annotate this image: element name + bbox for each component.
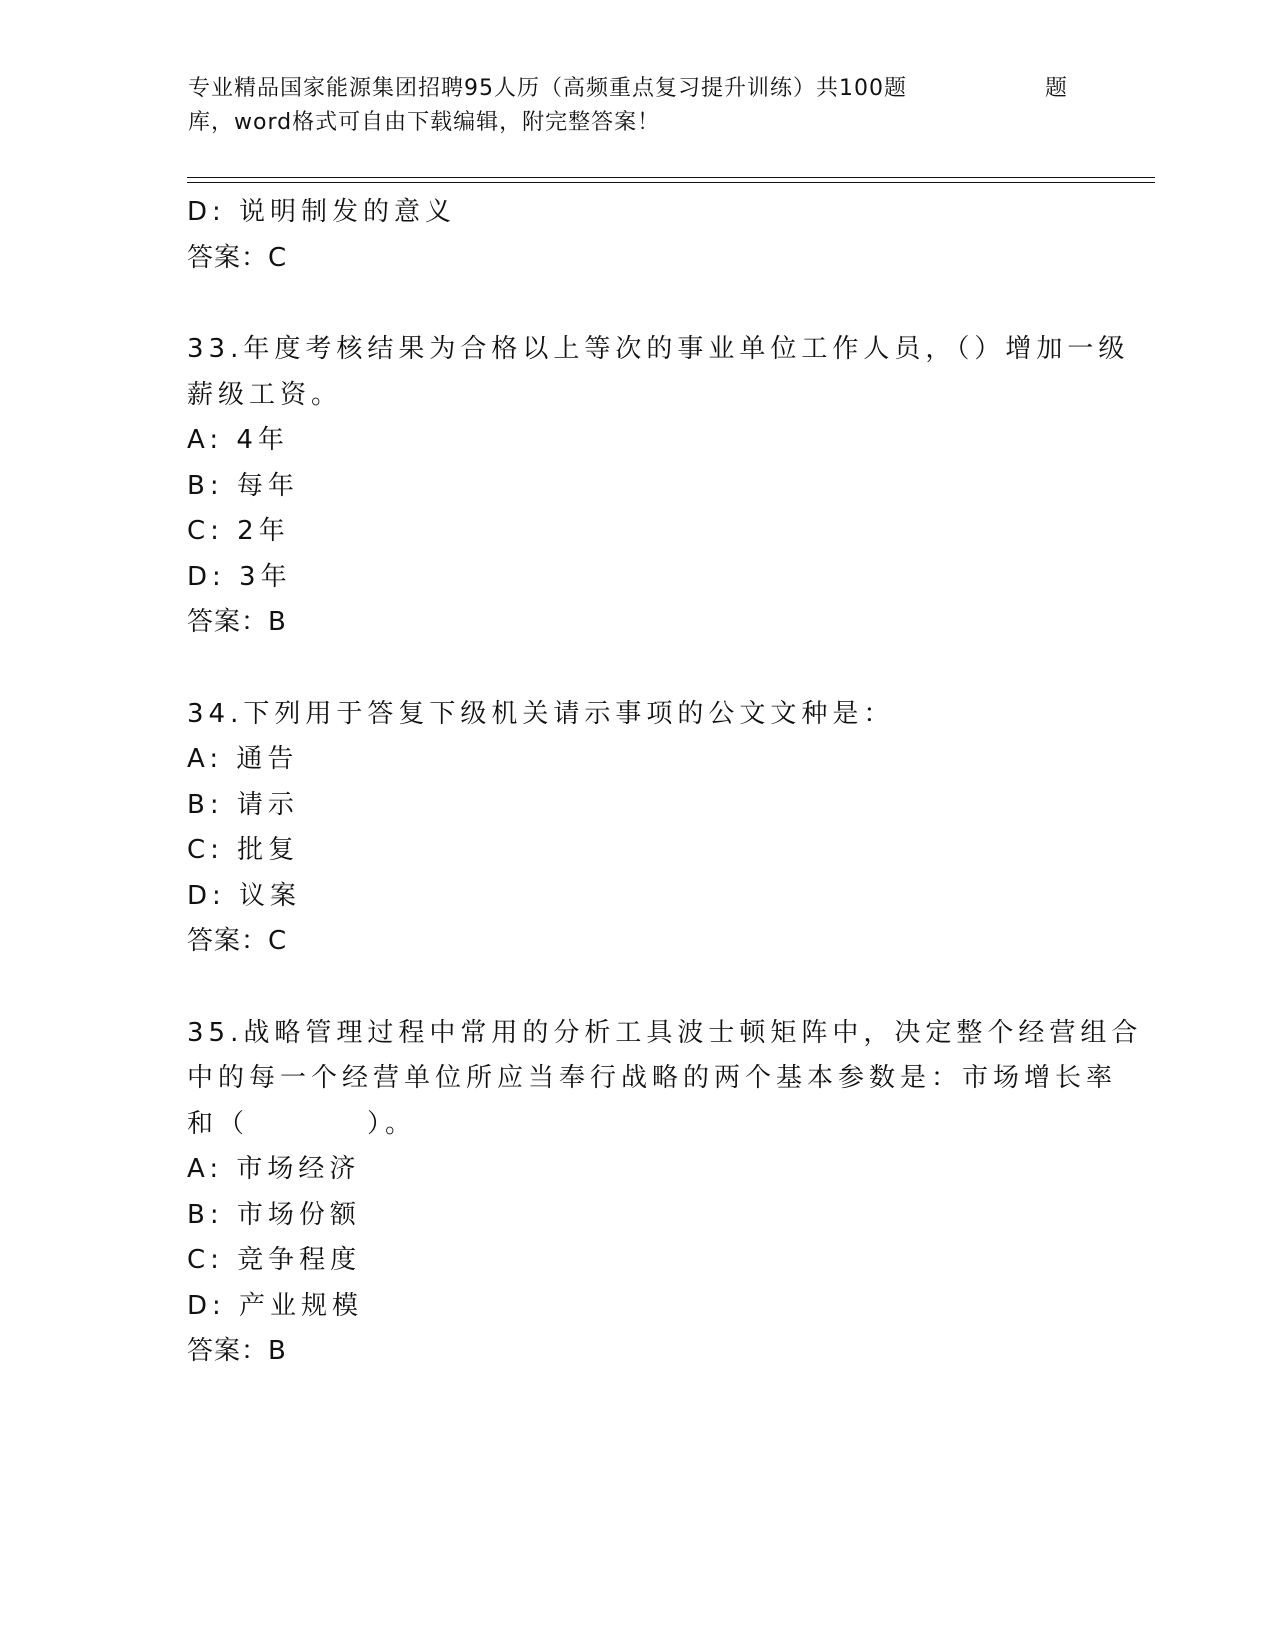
stem-suffix: ）。 bbox=[367, 1108, 417, 1139]
question-stem-line: 34.下列用于答复下级机关请示事项的公文文种是： bbox=[187, 698, 895, 729]
header-title: 专业精品国家能源集团招聘95人历（高频重点复习提升训练）共100题 bbox=[188, 76, 907, 101]
answer: 答案：B bbox=[187, 607, 287, 637]
header-rule-top bbox=[187, 177, 1155, 178]
option-d: D: 3年 bbox=[187, 561, 292, 592]
question-stem-line: 薪级工资。 bbox=[187, 379, 343, 410]
question-stem-line: 中的每一个经营单位所应当奉行战略的两个基本参数是：市场增长率 bbox=[187, 1063, 1118, 1093]
spacer bbox=[187, 965, 1087, 1011]
option-a: A: 市场经济 bbox=[187, 1154, 361, 1184]
question-33 bbox=[187, 327, 1130, 646]
header-rule-bottom bbox=[187, 182, 1155, 183]
answer: 答案：C bbox=[187, 242, 288, 273]
answer: 答案：C bbox=[187, 926, 288, 956]
answer: 答案：B bbox=[187, 1336, 287, 1366]
option-c: C: 2年 bbox=[187, 516, 290, 546]
question-34 bbox=[187, 692, 1087, 965]
question-stem-line bbox=[187, 1102, 1087, 1148]
question-35 bbox=[187, 1011, 1143, 1375]
option-a: A: 通告 bbox=[187, 744, 299, 774]
option-b: B: 每年 bbox=[187, 470, 299, 501]
header-line-1 bbox=[188, 72, 1068, 106]
option-d: D: 说明制发的意义 bbox=[187, 197, 457, 227]
spacer bbox=[187, 281, 1087, 327]
option-c: C: 竞争程度 bbox=[187, 1245, 362, 1275]
option-b: B: 请示 bbox=[187, 789, 299, 820]
spacer bbox=[187, 646, 1087, 692]
stem-prefix: 和（ bbox=[187, 1108, 250, 1139]
option-d: D: 议案 bbox=[187, 880, 302, 911]
page-header bbox=[188, 72, 1068, 140]
option-b: B: 市场份额 bbox=[187, 1199, 361, 1230]
question-stem-line: 33.年度考核结果为合格以上等次的事业单位工作人员，（）增加一级 bbox=[187, 334, 1130, 364]
option-d: D: 产业规模 bbox=[187, 1290, 364, 1321]
question-stem-line: 35.战略管理过程中常用的分析工具波士顿矩阵中，决定整个经营组合 bbox=[187, 1017, 1143, 1048]
header-title-wrap: 题 bbox=[1044, 76, 1068, 101]
question-content bbox=[187, 190, 1143, 1375]
option-a: A: 4年 bbox=[187, 425, 289, 455]
option-c: C: 批复 bbox=[187, 835, 300, 865]
header-line-2: 库，word格式可自由下载编辑，附完整答案！ bbox=[188, 110, 661, 135]
